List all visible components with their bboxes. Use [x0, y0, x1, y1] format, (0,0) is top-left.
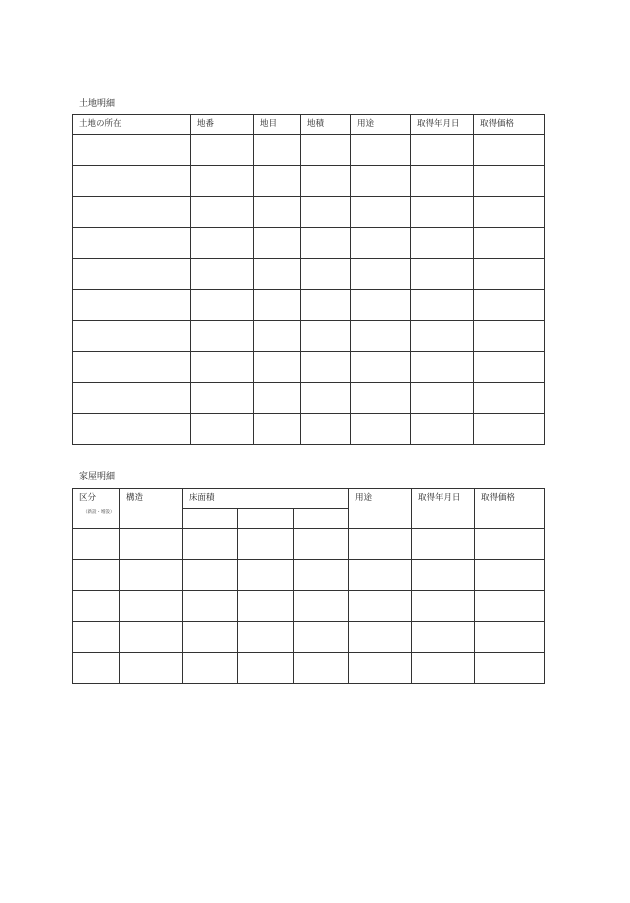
house-floor-area-subcell — [183, 509, 238, 529]
land-table-cell[interactable] — [254, 321, 301, 352]
land-table-cell[interactable] — [351, 414, 411, 445]
land-table-cell[interactable] — [301, 290, 351, 321]
land-table-cell[interactable] — [411, 414, 474, 445]
house-table-cell[interactable] — [475, 591, 545, 622]
land-table-row — [73, 259, 545, 290]
house-header-row — [73, 489, 545, 509]
house-table-row — [73, 622, 545, 653]
land-table-cell[interactable] — [254, 352, 301, 383]
house-floor-area-subcell — [294, 509, 349, 529]
house-table-cell[interactable] — [183, 591, 238, 622]
land-table-row — [73, 135, 545, 166]
house-table-cell[interactable] — [349, 529, 412, 560]
land-table-cell[interactable] — [474, 259, 545, 290]
land-table-cell[interactable] — [411, 383, 474, 414]
land-header-lot-number: 地番 — [191, 115, 254, 135]
house-header-usage: 用途 — [349, 489, 412, 529]
land-table-cell[interactable] — [474, 383, 545, 414]
land-table-cell[interactable] — [411, 321, 474, 352]
land-table-cell[interactable] — [254, 383, 301, 414]
land-table-row — [73, 321, 545, 352]
land-header-acquisition-price: 取得価格 — [474, 115, 545, 135]
house-table-row — [73, 560, 545, 591]
land-table-cell[interactable] — [411, 352, 474, 383]
land-table-cell[interactable] — [254, 259, 301, 290]
house-table-cell[interactable] — [294, 560, 349, 591]
land-header-area: 地積 — [301, 115, 351, 135]
land-table-cell[interactable] — [301, 414, 351, 445]
land-table-cell[interactable] — [73, 352, 191, 383]
land-table-cell[interactable] — [73, 290, 191, 321]
house-table-cell[interactable] — [238, 560, 294, 591]
house-table-cell[interactable] — [73, 653, 120, 684]
land-table-cell[interactable] — [191, 228, 254, 259]
house-table-cell[interactable] — [120, 622, 183, 653]
land-table-cell[interactable] — [73, 197, 191, 228]
land-table-cell[interactable] — [191, 352, 254, 383]
land-table-cell[interactable] — [351, 197, 411, 228]
land-table-cell[interactable] — [351, 259, 411, 290]
house-header-division-note: （新設・増設） — [83, 510, 115, 515]
house-table-cell[interactable] — [294, 653, 349, 684]
house-table-cell[interactable] — [349, 560, 412, 591]
land-table-row — [73, 352, 545, 383]
land-table-cell[interactable] — [301, 321, 351, 352]
land-table-cell[interactable] — [411, 228, 474, 259]
land-table-cell[interactable] — [73, 166, 191, 197]
land-table-cell[interactable] — [411, 290, 474, 321]
house-floor-area-subcell — [238, 509, 294, 529]
land-section-title: 土地明細 — [79, 99, 116, 109]
house-table-cell[interactable] — [120, 560, 183, 591]
land-header-land-category: 地目 — [254, 115, 301, 135]
land-table-cell[interactable] — [301, 197, 351, 228]
land-table-cell[interactable] — [301, 228, 351, 259]
house-table-cell[interactable] — [73, 529, 120, 560]
house-table-cell[interactable] — [412, 653, 475, 684]
house-table-cell[interactable] — [238, 591, 294, 622]
land-table-cell[interactable] — [301, 259, 351, 290]
house-table-cell[interactable] — [475, 622, 545, 653]
house-table-row — [73, 591, 545, 622]
land-table-cell[interactable] — [351, 352, 411, 383]
land-table-cell[interactable] — [254, 166, 301, 197]
land-table-cell[interactable] — [411, 259, 474, 290]
land-table-row — [73, 290, 545, 321]
house-table-cell[interactable] — [294, 591, 349, 622]
land-table-cell[interactable] — [351, 166, 411, 197]
house-table-cell[interactable] — [238, 622, 294, 653]
land-table-row — [73, 383, 545, 414]
land-table-cell[interactable] — [301, 135, 351, 166]
house-table-cell[interactable] — [73, 591, 120, 622]
land-table-cell[interactable] — [191, 166, 254, 197]
land-table-row — [73, 166, 545, 197]
land-table-cell[interactable] — [254, 290, 301, 321]
land-table-cell[interactable] — [301, 352, 351, 383]
house-table-cell[interactable] — [120, 529, 183, 560]
house-table-cell[interactable] — [349, 591, 412, 622]
land-table-cell[interactable] — [351, 228, 411, 259]
house-table-cell[interactable] — [412, 560, 475, 591]
land-table-cell[interactable] — [191, 197, 254, 228]
house-table-cell[interactable] — [73, 622, 120, 653]
land-table-cell[interactable] — [474, 290, 545, 321]
land-header-acquisition-date: 取得年月日 — [411, 115, 474, 135]
land-table-cell[interactable] — [411, 135, 474, 166]
land-table-row — [73, 414, 545, 445]
land-header-location: 土地の所在 — [73, 115, 191, 135]
house-details-table — [72, 488, 545, 684]
land-table-cell[interactable] — [254, 414, 301, 445]
house-table-cell[interactable] — [412, 529, 475, 560]
land-table-cell[interactable] — [254, 135, 301, 166]
house-table-cell[interactable] — [475, 653, 545, 684]
land-table-cell[interactable] — [474, 228, 545, 259]
land-table-body — [73, 135, 545, 445]
land-table-cell[interactable] — [191, 414, 254, 445]
land-table-cell[interactable] — [301, 166, 351, 197]
house-header-structure: 構造 — [120, 489, 183, 529]
land-table-cell[interactable] — [474, 414, 545, 445]
house-table-row — [73, 653, 545, 684]
land-table-cell[interactable] — [351, 321, 411, 352]
land-table-row — [73, 197, 545, 228]
land-table-cell[interactable] — [254, 197, 301, 228]
land-table-cell[interactable] — [254, 228, 301, 259]
land-table-cell[interactable] — [474, 321, 545, 352]
house-table-cell[interactable] — [294, 529, 349, 560]
house-table-cell[interactable] — [475, 560, 545, 591]
house-table-cell[interactable] — [183, 622, 238, 653]
land-table-cell[interactable] — [73, 321, 191, 352]
house-table-cell[interactable] — [349, 653, 412, 684]
land-table-cell[interactable] — [73, 259, 191, 290]
land-table-cell[interactable] — [301, 383, 351, 414]
house-table-cell[interactable] — [412, 622, 475, 653]
house-table-cell[interactable] — [412, 591, 475, 622]
land-table-cell[interactable] — [191, 259, 254, 290]
house-table-cell[interactable] — [475, 529, 545, 560]
land-table-cell[interactable] — [73, 383, 191, 414]
land-table-cell[interactable] — [191, 321, 254, 352]
house-table-row — [73, 529, 545, 560]
house-table-cell[interactable] — [183, 653, 238, 684]
house-table-body — [73, 529, 545, 684]
land-table-row — [73, 228, 545, 259]
house-header-acquisition-date: 取得年月日 — [412, 489, 475, 529]
land-table-cell[interactable] — [351, 383, 411, 414]
house-header-floor-area: 床面積 — [183, 489, 349, 509]
house-section-title: 家屋明細 — [79, 472, 116, 482]
land-table-cell[interactable] — [474, 135, 545, 166]
land-table-cell[interactable] — [351, 290, 411, 321]
house-table-cell[interactable] — [183, 529, 238, 560]
land-table-cell[interactable] — [191, 135, 254, 166]
land-table-cell[interactable] — [474, 352, 545, 383]
land-header-row — [73, 115, 545, 135]
house-header-division: 区分 （新設・増設） — [73, 489, 120, 529]
land-table-cell[interactable] — [474, 197, 545, 228]
house-table-cell[interactable] — [349, 622, 412, 653]
land-table-cell[interactable] — [474, 166, 545, 197]
land-table-cell[interactable] — [73, 135, 191, 166]
house-header-acquisition-price: 取得価格 — [475, 489, 545, 529]
house-table-cell[interactable] — [238, 653, 294, 684]
land-table-cell[interactable] — [411, 197, 474, 228]
land-table-cell[interactable] — [73, 228, 191, 259]
house-table-cell[interactable] — [120, 653, 183, 684]
house-table-cell[interactable] — [73, 560, 120, 591]
land-details-table — [72, 114, 545, 445]
house-table-cell[interactable] — [238, 529, 294, 560]
house-table-cell[interactable] — [183, 560, 238, 591]
land-table-cell[interactable] — [191, 290, 254, 321]
land-table-cell[interactable] — [351, 135, 411, 166]
land-table-cell[interactable] — [411, 166, 474, 197]
house-table-cell[interactable] — [120, 591, 183, 622]
house-table-cell[interactable] — [294, 622, 349, 653]
land-header-usage: 用途 — [351, 115, 411, 135]
land-table-cell[interactable] — [191, 383, 254, 414]
land-table-cell[interactable] — [73, 414, 191, 445]
